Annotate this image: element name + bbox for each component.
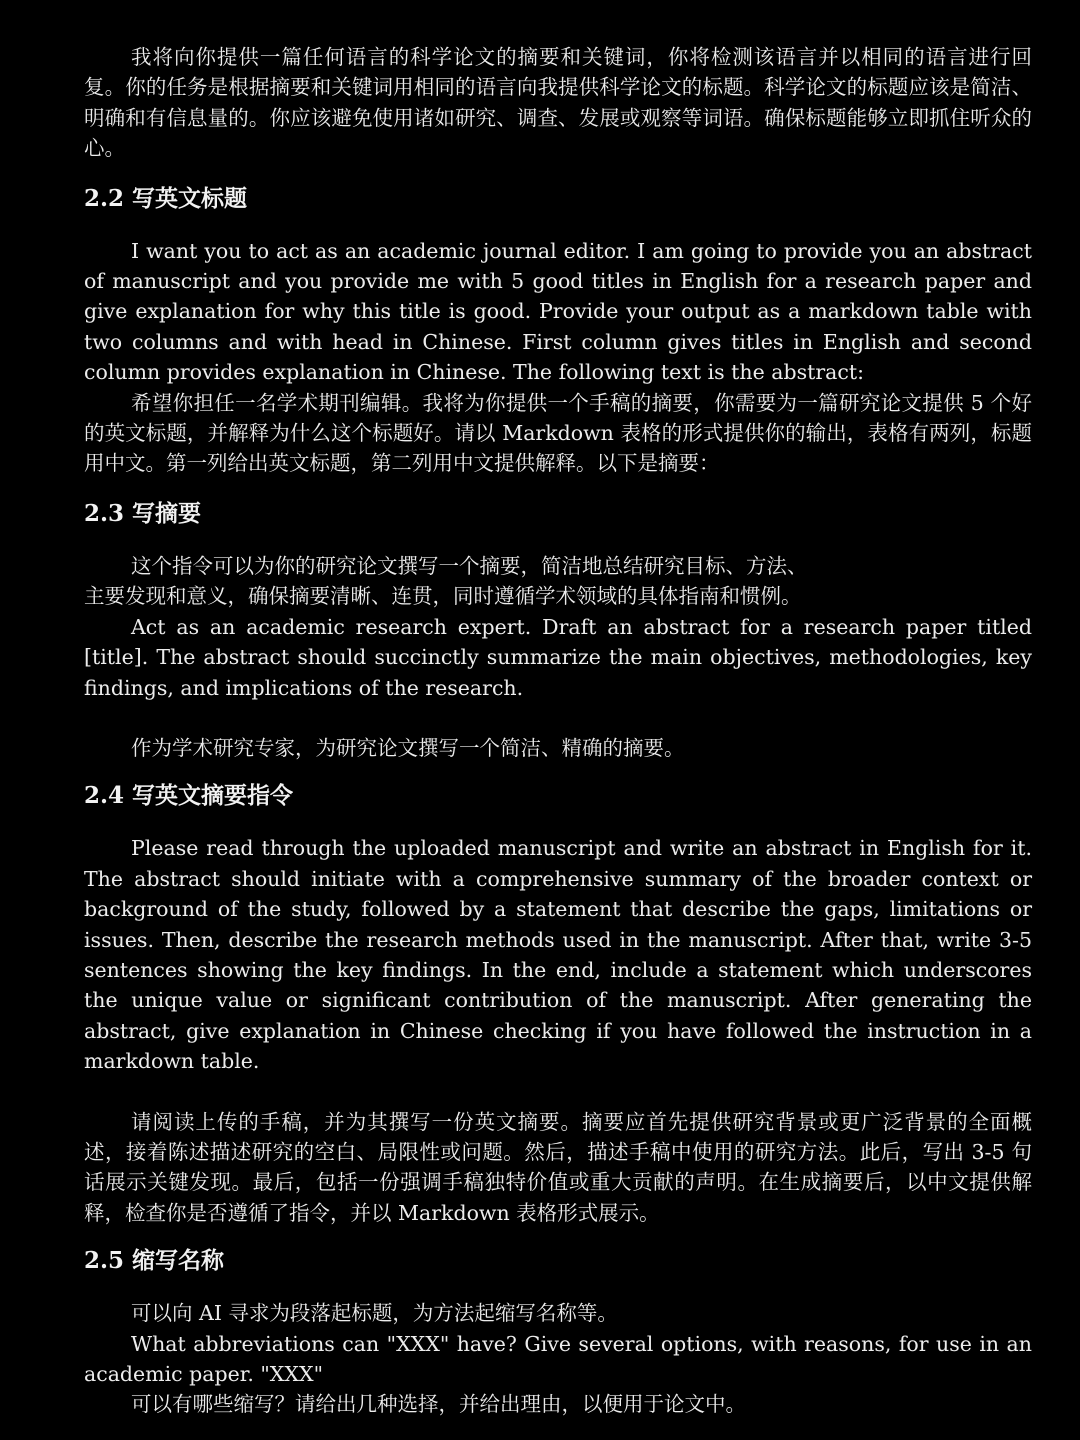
section-2-5-chinese-translation: 可以有哪些缩写？请给出几种选择，并给出理由，以便用于论文中。	[131, 1392, 746, 1417]
section-2-4-english-prompt: Please read through the uploaded manuscript and write an abstract in English for it. The abstract should initiate with a comprehensive summary of the broader context or background of the study, followed by a statement that describe the gaps, limitations or issues. Then, describe the research methods used in the manuscript. After that, write 3-5 sentences showing the key findings. In the end, include a statement which underscores the unique value or significant contribution of the manuscript. After generating the abstract, give explanation in Chinese checking if you have followed the instruction in a markdown table.	[84, 836, 1032, 1074]
section-2-3-intro-line-1: 这个指令可以为你的研究论文撰写一个摘要，简洁地总结研究目标、方法、	[131, 553, 808, 578]
section-2-2-chinese-translation: 希望你担任一名学术期刊编辑。我将为你提供一个手稿的摘要，你需要为一篇研究论文提供 5 个好的英文标题，并解释为什么这个标题好。请以 Markdown 表格的形式提供你的输出，表格有两列，标题用中文。第一列给出英文标题，第二列用中文提供解释。以下是摘要：	[84, 390, 1032, 476]
section-2-3-english-prompt: Act as an academic research expert. Draft an abstract for a research paper titled [title]. The abstract should succinctly summarize the main objectives, methodologies, key findings, and implications of the research.	[84, 614, 1032, 700]
section-heading-2-5: 2.5 缩写名称	[84, 1247, 225, 1275]
section-2-3-intro-line-2: 主要发现和意义，确保摘要清晰、连贯，同时遵循学术领域的具体指南和惯例。	[84, 584, 802, 609]
section-2-2-english-prompt: I want you to act as an academic journal editor. I am going to provide you an abstract of manuscript and you provide me with 5 good titles in English for a research paper and give explanation for why this title is good. Provide your output as a markdown table with two columns and with head in Chinese. First column gives titles in English and second column provides explanation in Chinese. The following text is the abstract:	[84, 238, 1032, 385]
section-2-5-english-prompt: What abbreviations can "XXX" have? Give several options, with reasons, for use in an academic paper. "XXX"	[84, 1331, 1032, 1386]
section-heading-2-3: 2.3 写摘要	[84, 499, 202, 527]
intro-paragraph: 我将向你提供一篇任何语言的科学论文的摘要和关键词，你将检测该语言并以相同的语言进行回复。你的任务是根据摘要和关键词用相同的语言向我提供科学论文的标题。科学论文的标题应该是简洁、明确和有信息量的。你应该避免使用诸如研究、调查、发展或观察等词语。确保标题能够立即抓住听众的心。	[84, 45, 1032, 161]
section-2-4-chinese-translation: 请阅读上传的手稿，并为其撰写一份英文摘要。摘要应首先提供研究背景或更广泛背景的全面概述，接着陈述描述研究的空白、局限性或问题。然后，描述手稿中使用的研究方法。此后，写出 3-5 句话展示关键发现。最后，包括一份强调手稿独特价值或重大贡献的声明。在生成摘要后，以中文提供解释，检查你是否遵循了指令，并以 Markdown 表格形式展示。	[84, 1109, 1032, 1225]
section-heading-2-2: 2.2 写英文标题	[84, 184, 248, 212]
section-2-3-chinese-translation: 作为学术研究专家，为研究论文撰写一个简洁、精确的摘要。	[131, 735, 685, 760]
section-heading-2-4: 2.4 写英文摘要指令	[84, 782, 294, 810]
section-2-5-intro: 可以向 AI 寻求为段落起标题，为方法起缩写名称等。	[131, 1301, 618, 1326]
document-page	[84, 42, 1032, 1420]
